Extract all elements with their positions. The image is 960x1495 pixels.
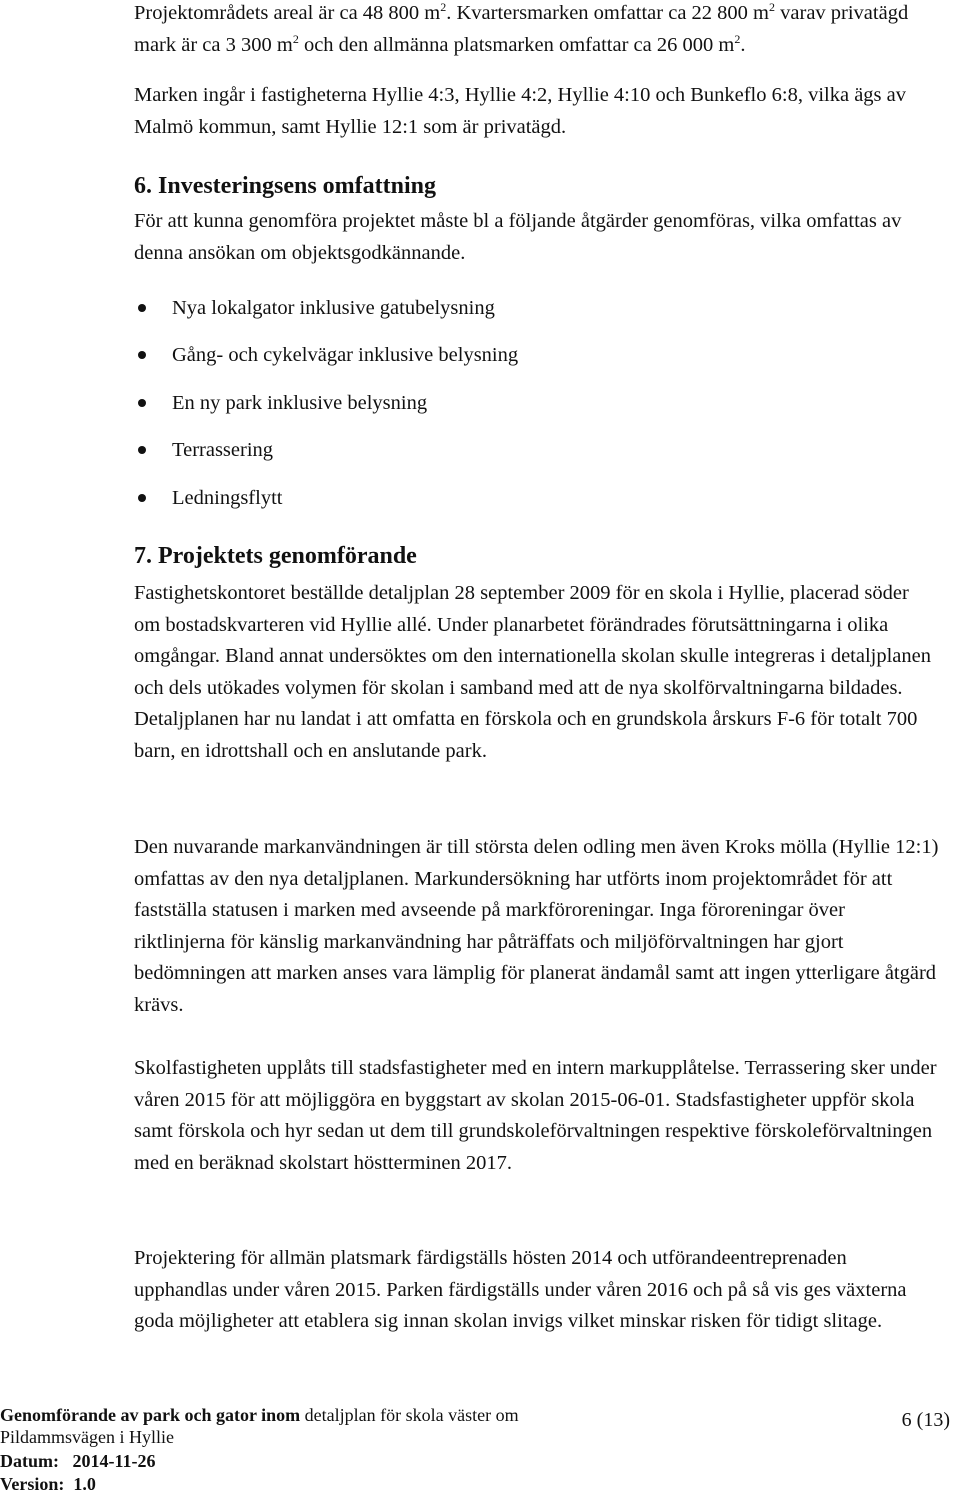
intro-text-1: Projektområdets areal är ca 48 800 m bbox=[134, 2, 441, 24]
list-item bbox=[134, 293, 924, 340]
intro-text-3: varav privatägd mark är ca 3 300 m bbox=[134, 2, 909, 56]
list-item bbox=[134, 483, 924, 530]
superscript: 2 bbox=[769, 0, 776, 15]
list-item bbox=[134, 340, 924, 387]
footer-version bbox=[0, 1473, 96, 1495]
footer-title bbox=[0, 1404, 519, 1426]
footer-version-value: 1.0 bbox=[73, 1474, 96, 1494]
section-7-heading bbox=[134, 541, 417, 571]
footer-date-label: Datum: bbox=[0, 1451, 59, 1471]
section-6-intro: För att kunna genomföra projektet måste bl a följande åtgärder genomföras, vilka omfattas av denna ansökan om objektsgodkännande. bbox=[134, 210, 902, 264]
bullet-icon bbox=[138, 304, 146, 312]
measures-list bbox=[134, 293, 924, 530]
list-item-text: En ny park inklusive belysning bbox=[172, 391, 428, 414]
intro-text-2: . Kvartersmarken omfattar ca 22 800 m bbox=[446, 2, 770, 24]
intro-text-5: . bbox=[740, 33, 746, 56]
footer-date-value: 2014-11-26 bbox=[72, 1451, 156, 1471]
superscript: 2 bbox=[734, 31, 741, 46]
bullet-icon bbox=[138, 494, 146, 502]
page-number bbox=[902, 1409, 950, 1432]
list-item bbox=[134, 435, 924, 482]
section-7-paragraph-1: Fastighetskontoret beställde detaljplan 28 september 2009 för en skola i Hyllie, placerad söder om bostadskvarteren vid Hyllie allé. Under planarbetet förändrades förutsättningarna i olika omgångar. Bland annat undersöktes om den internationella skolan skulle integreras i detaljplanen och dels utökades volymen för skolan i samband med att de nya skolförvaltningarna bildades. Detaljplanen har nu landat i att omfatta en förskola och en grundskola årskurs F-6 för totalt 700 barn, en idrottshall och en anslutande park. bbox=[134, 582, 931, 762]
page-current: 6 bbox=[901, 1409, 912, 1431]
page-total: (13) bbox=[916, 1409, 950, 1431]
list-item-text: Ledningsflytt bbox=[172, 486, 283, 509]
superscript: 2 bbox=[440, 0, 447, 15]
list-item-text: Gång- och cykelvägar inklusive belysning bbox=[172, 344, 519, 367]
superscript: 2 bbox=[292, 31, 299, 46]
section-7-paragraph-2: Den nuvarande markanvändningen är till största delen odling men även Kroks mölla (Hyllie 12:1) omfattas av den nya detaljplanen. Markundersökning har utförts inom projektområdet för att fastställa statusen i marken med avseende på markföroreningar. Inga föroreningar över riktlinjerna för känslig markanvändning har påträffats och miljöförvaltningen har gjort bedömningen att marken anses vara lämplig för planerat ändamål samt att ingen ytterligare åtgärd krävs. bbox=[134, 836, 939, 1016]
list-item-text: Nya lokalgator inklusive gatubelysning bbox=[172, 297, 495, 319]
footer-title-bold: Genomförande av park och gator inom bbox=[0, 1405, 301, 1425]
section-number: 7. bbox=[134, 543, 152, 569]
bullet-icon bbox=[138, 351, 146, 359]
section-title: Investeringsens omfattning bbox=[158, 173, 437, 199]
footer-title-line2: Pildammsvägen i Hyllie bbox=[0, 1427, 174, 1447]
footer-title-rest: detaljplan för skola väster om bbox=[300, 1405, 519, 1425]
list-item-text: Terrassering bbox=[172, 439, 274, 462]
intro-text-4: och den allmänna platsmarken omfattar ca 26 000 m bbox=[298, 33, 735, 56]
section-7-paragraph-3: Skolfastigheten upplåts till stadsfastigheter med en intern markupplåtelse. Terrassering sker under våren 2015 för att möjliggöra en byggstart av skolan 2015-06-01. Stadsfastigheter uppför skola samt förskola och hyr sedan ut dem till grundskoleförvaltningen respektive förskoleförvaltningen med en beräknad skolstart höstterminen 2017. bbox=[134, 1057, 937, 1174]
footer-date bbox=[0, 1450, 156, 1472]
bullet-icon bbox=[138, 446, 146, 454]
bullet-icon bbox=[138, 399, 146, 407]
intro-paragraph-ownership: Marken ingår i fastigheterna Hyllie 4:3, Hyllie 4:2, Hyllie 4:10 och Bunkeflo 6:8, vilka ägs av Malmö kommun, samt Hyllie 12:1 som är privatägd. bbox=[134, 84, 906, 138]
section-number: 6. bbox=[134, 173, 152, 199]
section-7-paragraph-4: Projektering för allmän platsmark färdigställs hösten 2014 och utförandeentreprenaden upphandlas under våren 2015. Parken färdigställs under våren 2016 och på så vis ges växterna goda möjligheter att etablera sig innan skolan invigs vilket minskar risken för tidigt slitage. bbox=[134, 1247, 907, 1332]
list-item bbox=[134, 388, 924, 435]
section-title: Projektets genomförande bbox=[158, 543, 417, 569]
footer-version-label: Version: bbox=[0, 1474, 65, 1494]
section-6-heading bbox=[134, 171, 436, 201]
intro-paragraph-area bbox=[134, 0, 940, 61]
